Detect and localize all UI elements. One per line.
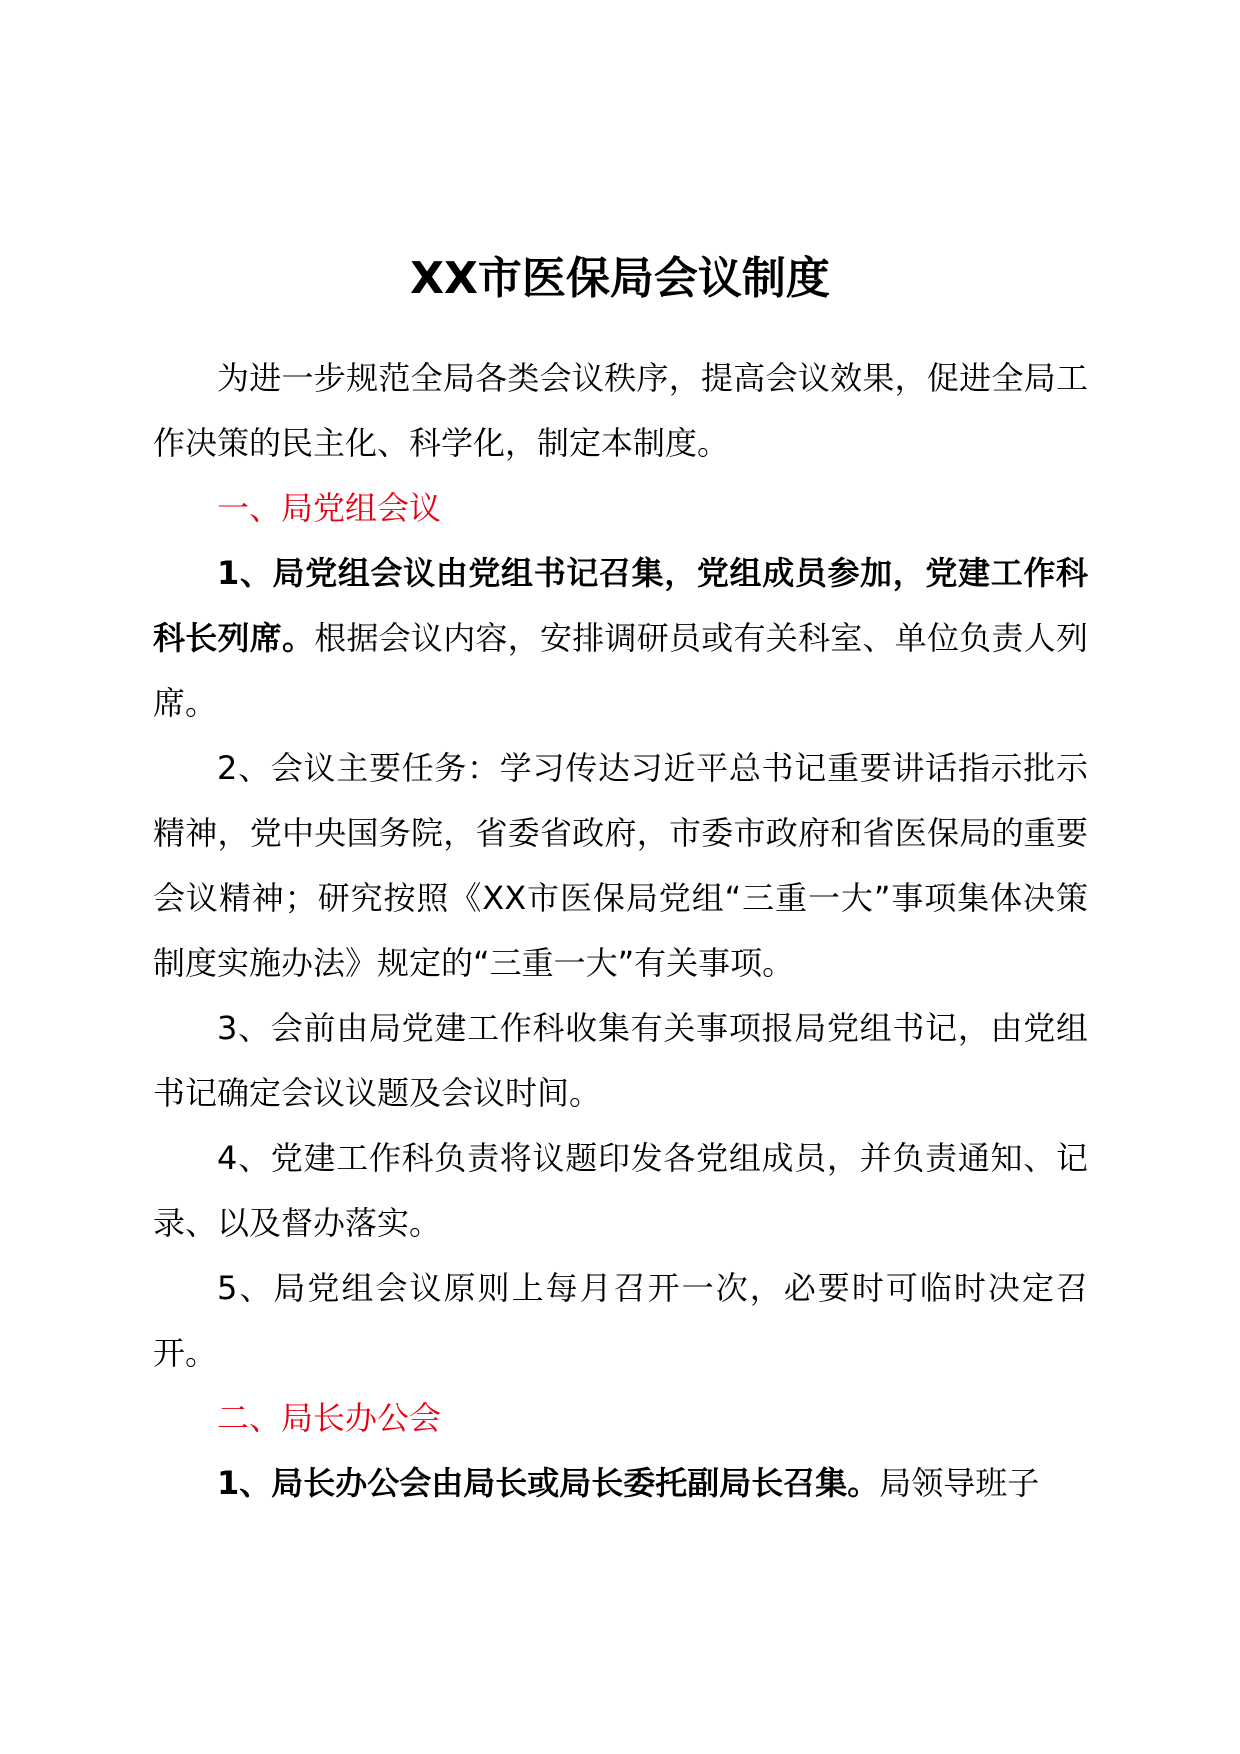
section1-item3: 3、会前由局党建工作科收集有关事项报局党组书记，由党组书记确定会议议题及会议时间。 <box>153 1009 1088 1112</box>
section1-item5: 5、局党组会议原则上每月召开一次，必要时可临时决定召开。 <box>153 1269 1088 1372</box>
section1-item1-text: 根据会议内容，安排调研员或有关科室、单位负责人列席。 <box>153 619 1088 722</box>
section2-item1-text: 局领导班子 <box>879 1464 1040 1502</box>
intro-paragraph: 为进一步规范全局各类会议秩序，提高会议效果，促进全局工作决策的民主化、科学化，制定本制度。 <box>153 359 1088 462</box>
section1-item1 <box>153 541 1088 736</box>
section-heading-director-meeting: 二、局长办公会 <box>217 1399 442 1437</box>
section1-item1-bold-text: 1、局党组会议由党组书记召集，党组成员参加，党建工作科科长列席。 <box>153 554 1088 657</box>
section-heading-party-meeting: 一、局党组会议 <box>217 489 442 527</box>
section2-item1-bold-text: 1、局长办公会由局长或局长委托副局长召集。 <box>217 1464 880 1502</box>
document-title: XX市医保局会议制度 <box>410 253 830 304</box>
section2-item1 <box>153 1451 1088 1516</box>
section1-item2: 2、会议主要任务：学习传达习近平总书记重要讲话指示批示精神，党中央国务院，省委省政府，市委市政府和省医保局的重要会议精神；研究按照《XX市医保局党组“三重一大”事项集体决策制度实施办法》规定的“三重一大”有关事项。 <box>153 749 1088 982</box>
section1-item4: 4、党建工作科负责将议题印发各党组成员，并负责通知、记录、以及督办落实。 <box>153 1139 1088 1242</box>
document-body <box>153 346 1088 1516</box>
